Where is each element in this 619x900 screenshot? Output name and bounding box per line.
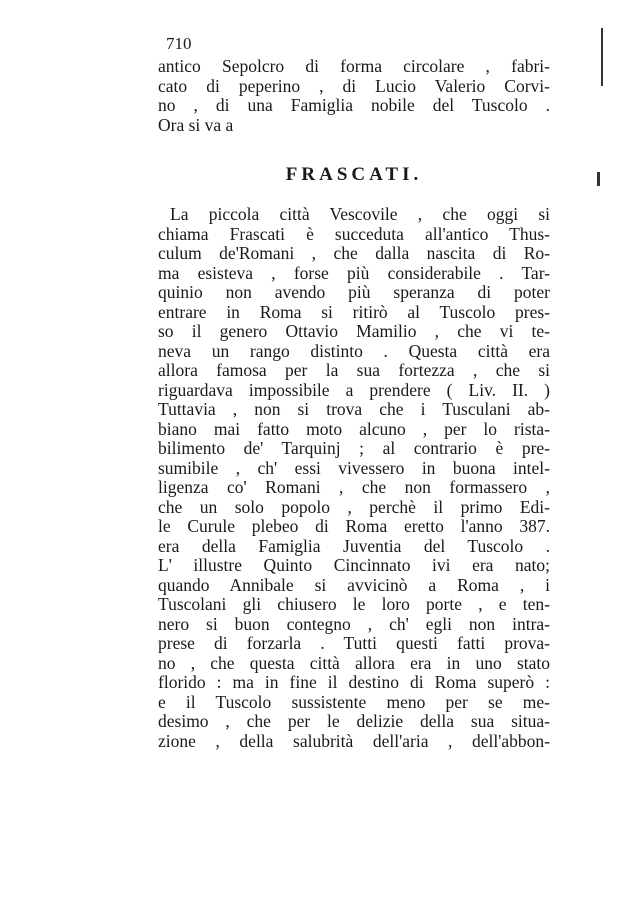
text-line: chiama Frascati è succeduta all'antico Thus- — [158, 223, 550, 244]
body-paragraph — [158, 205, 550, 751]
text-line: le Curule plebeo di Roma eretto l'anno 387. — [158, 516, 550, 536]
text-line: Ora si va a — [158, 114, 234, 135]
text-line: ligenza co' Romani , che non formassero , — [158, 477, 550, 497]
text-line: zione , della salubrità dell'aria , dell'abbon- — [158, 730, 550, 751]
page-number: 710 — [166, 34, 192, 53]
text-line: entrare in Roma si ritirò al Tuscolo pres- — [158, 301, 550, 322]
text-line: neva un rango distinto . Questa città era — [158, 340, 550, 361]
text-line: ma esisteva , forse più considerabile . Tar- — [158, 262, 550, 283]
text-line: Tuttavia , non si trova che i Tusculani ab- — [158, 399, 550, 419]
text-line: e il Tuscolo sussistente meno per se me- — [158, 691, 550, 712]
text-line: quinio non avendo più speranza di poter — [158, 282, 550, 302]
text-line: prese di forzarla . Tutti questi fatti prova- — [158, 633, 550, 653]
page-edge-mark — [597, 172, 600, 186]
text-line: riguardava impossibile a prendere ( Liv. II. ) — [158, 379, 550, 400]
text-line: no , che questa città allora era in uno stato — [158, 652, 550, 673]
text-line: so il genero Ottavio Mamilio , che vi te- — [158, 321, 550, 341]
text-line: biano mai fatto moto alcuno , per lo rista- — [158, 418, 550, 439]
text-line: desimo , che per le delizie della sua situa- — [158, 711, 550, 731]
text-line: quando Annibale si avvicinò a Roma , i — [158, 574, 550, 595]
text-line: culum de'Romani , che dalla nascita di Ro- — [158, 243, 550, 263]
text-line: florido : ma in fine il destino di Roma superò : — [158, 672, 550, 692]
text-line: cato di peperino , di Lucio Valerio Corvi- — [158, 75, 550, 96]
section-title: FRASCATI. — [285, 164, 423, 185]
text-line: allora famosa per la sua fortezza , che si — [158, 360, 550, 380]
text-line: che un solo popolo , perchè il primo Edi- — [158, 496, 550, 517]
text-line: era della Famiglia Juventia del Tuscolo . — [158, 535, 550, 556]
intro-paragraph — [158, 57, 550, 135]
text-line: bilimento de' Tarquinj ; al contrario è pre- — [158, 438, 550, 458]
text-line: L' illustre Quinto Cincinnato ivi era nato; — [158, 555, 550, 575]
text-line: La piccola città Vescovile , che oggi si — [170, 204, 550, 224]
text-line: Tuscolani gli chiusero le loro porte , e ten- — [158, 594, 550, 614]
text-line: sumibile , ch' essi vivessero in buona intel- — [158, 457, 550, 478]
text-line: nero si buon contegno , ch' egli non intra- — [158, 613, 550, 634]
page-edge-mark — [601, 28, 603, 86]
text-line: antico Sepolcro di forma circolare , fabri- — [158, 56, 550, 76]
text-line: no , di una Famiglia nobile del Tuscolo . — [158, 95, 550, 115]
